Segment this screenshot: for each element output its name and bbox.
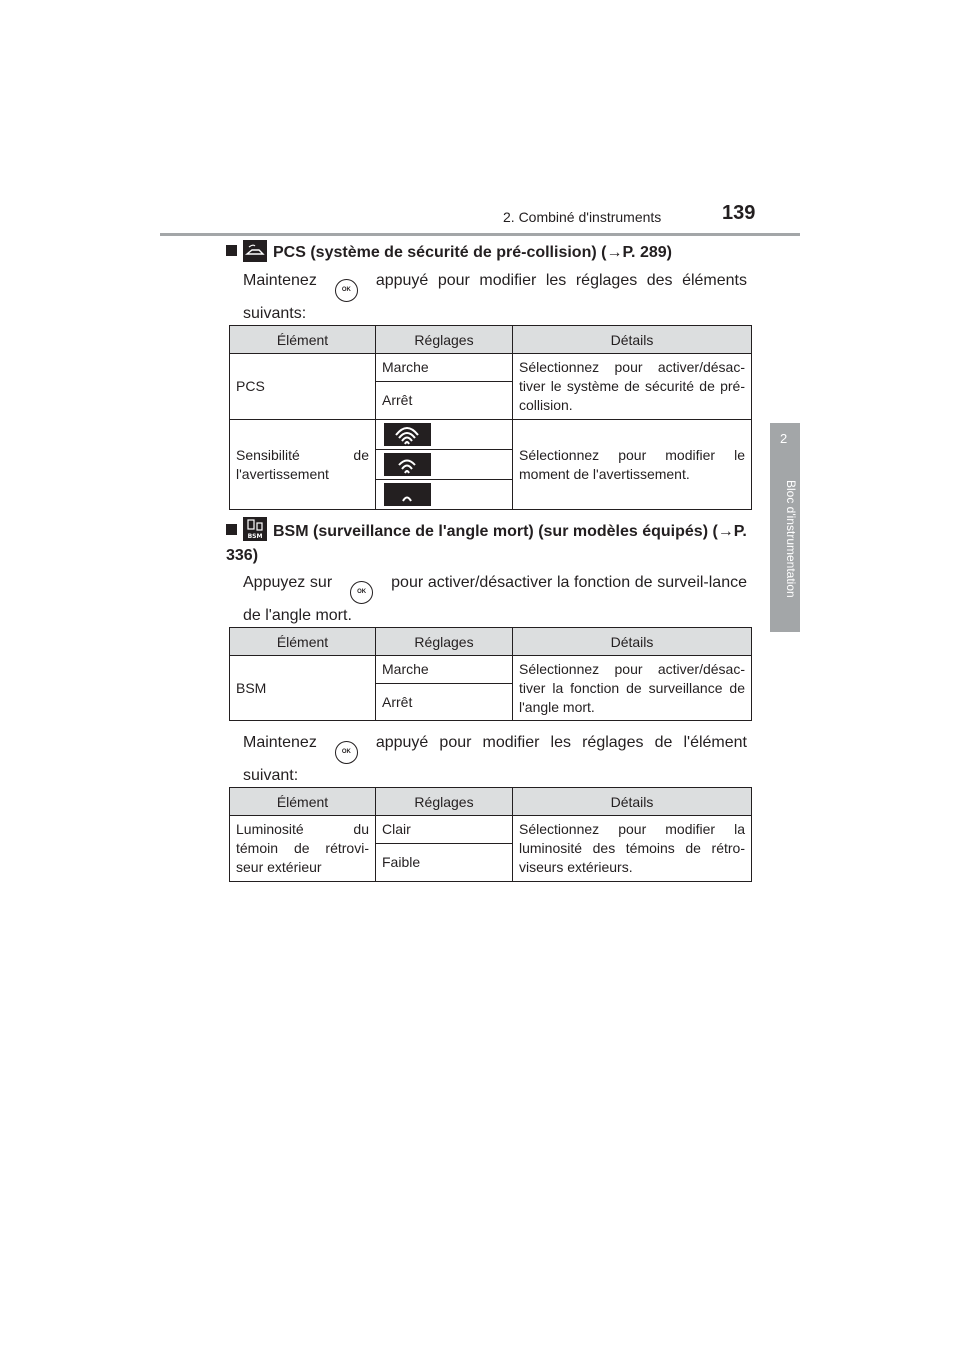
pcs-instruction-start: Maintenez [243, 272, 317, 289]
pcs-icon [243, 240, 267, 262]
sensitivity-low-icon [384, 483, 431, 506]
col-header-settings: Réglages [376, 326, 513, 354]
chapter-label: Bloc d'instrumentation [784, 480, 798, 598]
col-header-details: Détails [513, 628, 752, 656]
table-row [230, 354, 752, 382]
sensitivity-high-cell [376, 420, 513, 450]
brightness-instruction-end: appuyé pour modifier les réglages de l'élément suivant: [243, 734, 747, 784]
bsm-off-cell: Arrêt [376, 684, 513, 721]
bullet-icon [226, 524, 237, 535]
pcs-settings-table [229, 325, 752, 510]
col-header-settings: Réglages [376, 788, 513, 816]
pcs-off-cell: Arrêt [376, 382, 513, 420]
bsm-section-title [226, 517, 748, 568]
pcs-title-text: PCS (système de sécurité de pré-collision) (→P. 289) [273, 244, 672, 261]
ok-button-icon: OK [335, 279, 358, 302]
bsm-instruction [243, 571, 747, 628]
bullet-icon [226, 245, 237, 256]
brightness-bright-cell: Clair [376, 816, 513, 844]
col-header-settings: Réglages [376, 628, 513, 656]
sensitivity-medium-icon [384, 453, 431, 476]
sensitivity-low-cell [376, 480, 513, 510]
brightness-details-cell: Sélectionnez pour modifier la luminosité des témoins de rétro-viseurs extérieurs. [513, 816, 752, 882]
col-header-element: Élément [230, 788, 376, 816]
bsm-instruction-end: pour activer/désactiver la fonction de surveil-lance de l'angle mort. [243, 574, 747, 624]
table-row [230, 656, 752, 684]
bsm-on-cell: Marche [376, 656, 513, 684]
ok-button-icon: OK [335, 741, 358, 764]
col-header-element: Élément [230, 628, 376, 656]
page-number: 139 [722, 202, 756, 224]
pcs-instruction-end: appuyé pour modifier les réglages des éléments suivants: [243, 272, 747, 322]
brightness-instruction-start: Maintenez [243, 734, 317, 751]
pcs-instruction [243, 269, 747, 326]
table-row [230, 816, 752, 844]
bsm-brightness-instruction [243, 731, 747, 788]
brightness-dim-cell: Faible [376, 844, 513, 882]
pcs-details-cell: Sélectionnez pour activer/désac-tiver le système de sécurité de pré-collision. [513, 354, 752, 420]
brightness-item-cell: Luminosité du témoin de rétrovi-seur extérieur [230, 816, 376, 882]
chapter-number: 2 [780, 431, 788, 446]
header-rule [160, 233, 800, 236]
bsm-title-text: BSM (surveillance de l'angle mort) (sur modèles équipés) (→P. 336) [226, 523, 747, 564]
brightness-settings-table [229, 787, 752, 882]
bsm-icon [243, 517, 267, 541]
svg-text:BSM: BSM [247, 533, 263, 540]
table-row [230, 420, 752, 450]
bsm-instruction-start: Appuyez sur [243, 574, 333, 591]
bsm-details-cell: Sélectionnez pour activer/désac-tiver la fonction de surveillance de l'angle mort. [513, 656, 752, 721]
col-header-element: Élément [230, 326, 376, 354]
header-section-title: 2. Combiné d'instruments [503, 209, 662, 225]
bsm-item-cell: BSM [230, 656, 376, 721]
table-header-row [230, 628, 752, 656]
table-header-row [230, 326, 752, 354]
sensitivity-item-cell: Sensibilité de l'avertissement [230, 420, 376, 510]
sensitivity-medium-cell [376, 450, 513, 480]
sensitivity-details-cell: Sélectionnez pour modifier le moment de l'avertissement. [513, 420, 752, 510]
pcs-item-cell: PCS [230, 354, 376, 420]
pcs-on-cell: Marche [376, 354, 513, 382]
table-header-row [230, 788, 752, 816]
col-header-details: Détails [513, 788, 752, 816]
pcs-section-title [226, 240, 748, 265]
bsm-settings-table [229, 627, 752, 721]
sensitivity-high-icon [384, 423, 431, 446]
ok-button-icon: OK [350, 581, 373, 604]
col-header-details: Détails [513, 326, 752, 354]
